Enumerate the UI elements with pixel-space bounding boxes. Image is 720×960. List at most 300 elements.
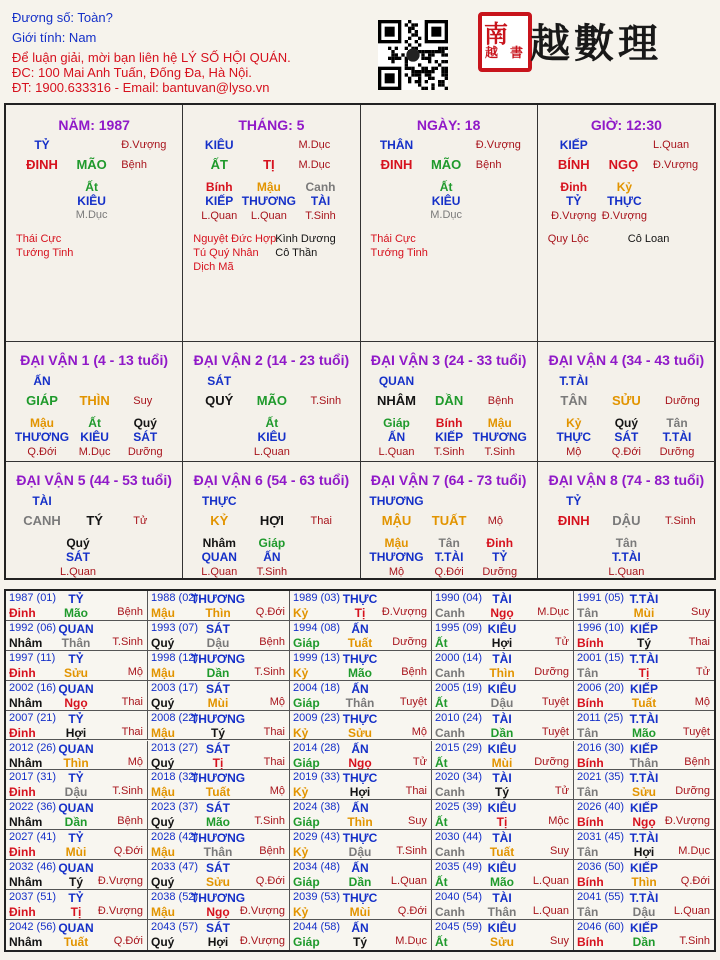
year-branch: Ngọ xyxy=(206,905,230,919)
year-label: 1990 (04) xyxy=(435,592,483,604)
dai-van-branch: THÌN xyxy=(79,393,110,408)
shensha-star: Nguyệt Đức Hợp xyxy=(193,233,277,245)
qr-code-icon[interactable] xyxy=(378,20,448,90)
year-stage: Tử xyxy=(554,635,569,648)
year-stem: Ất xyxy=(435,875,448,890)
year-cell[interactable] xyxy=(432,621,574,651)
year-cell[interactable] xyxy=(290,800,432,830)
year-stem: Canh xyxy=(435,606,465,620)
year-stage: Q.Đới xyxy=(680,875,710,888)
year-label: 2041 (55) xyxy=(577,891,625,903)
year-label: 2038 (52) xyxy=(151,891,199,903)
year-ten-god: KIÊU xyxy=(487,920,517,935)
year-cell[interactable] xyxy=(6,651,148,681)
year-cell[interactable] xyxy=(290,920,432,950)
year-stage: Đ.Vượng xyxy=(239,934,285,947)
pillar-stage-top: Đ.Vượng xyxy=(475,139,521,151)
year-ten-god: ẤN xyxy=(351,920,369,935)
year-branch: Thìn xyxy=(489,665,515,680)
dai-van-title: ĐẠI VẬN 8 (74 - 83 tuổi) xyxy=(548,472,705,488)
dai-van-hidden-god: T.TÀI xyxy=(612,550,641,564)
year-branch: Tuất xyxy=(347,635,373,650)
year-stem: Kỷ xyxy=(293,905,309,919)
year-cell[interactable] xyxy=(574,830,714,860)
year-ten-god: T.TÀI xyxy=(629,771,659,786)
year-cell[interactable] xyxy=(6,800,148,830)
dai-van-title: ĐẠI VẬN 4 (34 - 43 tuổi) xyxy=(548,352,705,368)
year-label: 2028 (42) xyxy=(151,831,199,844)
year-label: 2024 (38) xyxy=(293,801,341,814)
year-cell[interactable] xyxy=(432,681,574,711)
year-branch: Tý xyxy=(68,875,84,890)
year-cell[interactable] xyxy=(6,711,148,741)
year-stem: Mậu xyxy=(151,905,175,919)
year-stem: Giáp xyxy=(293,755,320,770)
pillar-stage: M.Dục xyxy=(298,159,331,171)
dai-van-ten-god: ẤN xyxy=(33,374,51,388)
dai-van-hidden-stem: Giáp xyxy=(383,416,410,430)
dai-van-hidden-stem: Đinh xyxy=(486,536,514,550)
year-branch: Hợi xyxy=(633,845,655,860)
dai-van-hidden-stage: Dưỡng xyxy=(659,446,695,458)
year-branch: Mão xyxy=(206,815,230,830)
hidden-stage: Đ.Vượng xyxy=(551,210,597,222)
year-branch: Dần xyxy=(632,934,656,949)
year-cell[interactable] xyxy=(148,681,290,711)
year-stage: Q.Đới xyxy=(255,606,285,618)
year-cell[interactable] xyxy=(574,890,714,920)
dai-van-title: ĐẠI VẬN 7 (64 - 73 tuổi) xyxy=(370,472,527,488)
year-label: 2007 (21) xyxy=(9,711,57,724)
pillar-stem: ẤT xyxy=(210,157,228,172)
year-cell[interactable] xyxy=(432,711,574,741)
year-stage: Tử xyxy=(695,665,710,678)
year-stage: Đ.Vượng xyxy=(664,815,710,828)
contact-phone-email[interactable]: ĐT: 1900.633316 - Email: bantuvan@lyso.vn xyxy=(12,80,270,95)
year-branch: Mùi xyxy=(491,755,513,770)
hidden-stage: L.Quan xyxy=(250,210,287,222)
year-ten-god: SÁT xyxy=(206,741,230,756)
pillar-stem: ĐINH xyxy=(380,157,413,172)
year-cell[interactable] xyxy=(6,860,148,890)
year-branch: Mùi xyxy=(633,606,655,620)
year-cell[interactable] xyxy=(574,591,714,621)
year-label: 2006 (20) xyxy=(577,681,625,694)
dai-van-stem: QUÝ xyxy=(205,393,234,408)
year-cell[interactable] xyxy=(290,860,432,890)
pillar-title: NGÀY: 18 xyxy=(416,117,481,133)
year-branch: Tị xyxy=(354,606,366,620)
hidden-ten-god: THƯƠNG xyxy=(241,194,296,208)
year-stem: Quý xyxy=(151,635,175,650)
seal-char-small-2: 越 xyxy=(485,46,499,61)
year-ten-god: TÀI xyxy=(492,711,512,726)
pillar-branch: MÃO xyxy=(430,157,462,172)
year-cell[interactable] xyxy=(290,770,432,800)
year-stage: Tuyệt xyxy=(541,725,569,738)
year-cell[interactable] xyxy=(6,681,148,711)
year-ten-god: ẤN xyxy=(351,861,369,876)
year-label: 2043 (57) xyxy=(151,920,199,933)
dai-van-hidden-stem: Ất xyxy=(88,416,101,430)
year-cell[interactable] xyxy=(432,920,574,950)
year-ten-god: THƯƠNG xyxy=(190,711,246,726)
year-stem: Mậu xyxy=(151,665,175,680)
contact-address: ĐC: 100 Mai Anh Tuấn, Đống Đa, Hà Nội. xyxy=(12,65,252,80)
dai-van-hidden-god: THƯƠNG xyxy=(472,430,527,444)
year-ten-god: T.TÀI xyxy=(629,891,659,905)
dai-van-ten-god: THƯƠNG xyxy=(369,494,424,508)
year-stage: Bệnh xyxy=(401,665,427,678)
pillar-hidden-item: Ất xyxy=(439,180,453,194)
year-stage: Mộ xyxy=(269,785,285,798)
year-cell[interactable] xyxy=(6,920,148,950)
year-label: 2033 (47) xyxy=(151,861,199,874)
year-cell[interactable] xyxy=(148,591,290,621)
year-cell[interactable] xyxy=(574,770,714,800)
subject-name: Đương số: Toàn? xyxy=(12,10,113,25)
year-stem: Kỷ xyxy=(293,845,309,860)
pillar-title: THÁNG: 5 xyxy=(238,117,305,133)
year-cell[interactable] xyxy=(290,890,432,920)
year-stem: Kỷ xyxy=(293,725,309,740)
year-ten-god: THỰC xyxy=(342,831,378,846)
year-ten-god: KIẾP xyxy=(629,801,659,816)
year-stem: Tân xyxy=(577,665,599,680)
shensha-star: Dịch Mã xyxy=(193,261,234,273)
year-branch: Sửu xyxy=(631,785,657,800)
year-stage: T.Sinh xyxy=(396,845,427,858)
year-ten-god: QUAN xyxy=(58,681,94,696)
year-ten-god: QUAN xyxy=(58,621,94,636)
year-stem: Giáp xyxy=(293,815,320,830)
year-ten-god: THỰC xyxy=(342,711,378,726)
hidden-ten-god: THỰC xyxy=(607,194,642,208)
year-stem: Tân xyxy=(577,785,599,800)
year-cell[interactable] xyxy=(432,830,574,860)
year-stage: Suy xyxy=(408,815,427,828)
pillar-branch: TỊ xyxy=(263,157,275,172)
year-cell[interactable] xyxy=(148,890,290,920)
year-ten-god: T.TÀI xyxy=(629,831,659,846)
year-cell[interactable] xyxy=(6,770,148,800)
year-branch: Thân xyxy=(61,635,91,650)
dai-van-cell xyxy=(183,342,360,462)
year-label: 2040 (54) xyxy=(435,891,483,903)
year-label: 2026 (40) xyxy=(577,801,625,814)
year-cell[interactable] xyxy=(290,741,432,771)
year-label: 2031 (45) xyxy=(577,831,625,844)
shensha-star: Quy Lộc xyxy=(547,233,589,245)
hidden-stage: T.Sinh xyxy=(305,210,336,222)
pillars-grid xyxy=(4,103,716,580)
year-stem: Quý xyxy=(151,934,175,949)
year-label: 2023 (37) xyxy=(151,801,199,814)
dai-van-branch: TÝ xyxy=(86,513,103,528)
shensha-star: Thái Cực xyxy=(16,233,62,245)
year-cell[interactable] xyxy=(432,770,574,800)
year-stage: Thai xyxy=(121,725,143,738)
year-branch: Ngọ xyxy=(490,606,514,620)
year-stem: Ất xyxy=(435,695,448,710)
year-cell[interactable] xyxy=(6,830,148,860)
year-stage: Q.Đới xyxy=(255,875,285,888)
year-stage: Suy xyxy=(550,934,569,947)
seal-char: 南 xyxy=(484,19,508,48)
year-label: 2029 (43) xyxy=(293,831,341,844)
dai-van-cell xyxy=(183,462,360,578)
dai-van-hidden-god: ẤN xyxy=(263,550,281,564)
year-stage: Bệnh xyxy=(684,755,710,768)
dai-van-branch: HỢI xyxy=(259,513,284,528)
year-ten-god: TÀI xyxy=(492,771,512,786)
year-cell[interactable] xyxy=(290,711,432,741)
year-label: 2017 (31) xyxy=(9,771,57,784)
year-stage: Tuyệt xyxy=(399,695,427,708)
year-cell[interactable] xyxy=(574,711,714,741)
year-ten-god: THƯƠNG xyxy=(190,831,246,846)
year-ten-god: THƯƠNG xyxy=(190,651,246,666)
year-branch: Tuất xyxy=(489,845,515,860)
year-label: 1993 (07) xyxy=(151,621,199,634)
year-label: 2000 (14) xyxy=(435,651,483,664)
year-stem: Giáp xyxy=(293,934,320,949)
year-cell[interactable] xyxy=(574,800,714,830)
year-stem: Quý xyxy=(151,815,175,830)
year-cell[interactable] xyxy=(148,920,290,950)
year-label: 1999 (13) xyxy=(293,651,341,664)
year-label: 2042 (56) xyxy=(9,920,57,933)
dai-van-stem: GIÁP xyxy=(26,393,58,408)
year-cell[interactable] xyxy=(148,830,290,860)
dai-van-hidden-stage: Mộ xyxy=(566,446,582,458)
year-cell[interactable] xyxy=(574,621,714,651)
year-stem: Tân xyxy=(577,905,599,919)
year-cell[interactable] xyxy=(148,741,290,771)
dai-van-cell xyxy=(361,462,538,578)
year-cell[interactable] xyxy=(432,651,574,681)
year-cell[interactable] xyxy=(574,651,714,681)
year-cell[interactable] xyxy=(148,770,290,800)
shensha-star: Kình Dương xyxy=(275,233,336,245)
year-stage: Tuyệt xyxy=(682,725,710,738)
year-stage: Thai xyxy=(121,695,143,708)
year-stage: Bệnh xyxy=(117,606,143,618)
year-stage: Đ.Vượng xyxy=(239,905,285,917)
dai-van-cell xyxy=(538,342,715,462)
year-stage: Dưỡng xyxy=(534,755,569,768)
year-branch: Hợi xyxy=(207,934,229,949)
year-stage: L.Quan xyxy=(390,875,427,888)
hidden-stem: Đinh xyxy=(560,180,588,194)
dai-van-hidden-stage: T.Sinh xyxy=(256,566,288,578)
year-ten-god: THƯƠNG xyxy=(190,592,246,606)
dai-van-hidden-god: ẤN xyxy=(387,430,406,444)
year-cell[interactable] xyxy=(290,651,432,681)
pillar-ten-god: KIÊU xyxy=(204,138,234,152)
year-label: 2011 (25) xyxy=(577,711,624,724)
year-cell[interactable] xyxy=(148,621,290,651)
year-stage: Thai xyxy=(263,755,285,768)
dai-van-hidden-god: SÁT xyxy=(66,550,90,564)
year-branch: Sửu xyxy=(205,875,231,890)
year-stem: Đinh xyxy=(9,845,36,860)
dai-van-cell xyxy=(538,462,715,578)
hidden-stem: Mậu xyxy=(256,180,281,194)
year-label: 1995 (09) xyxy=(435,621,483,634)
year-stem: Bính xyxy=(577,755,604,770)
year-ten-god: KIẾP xyxy=(629,741,659,756)
dai-van-hidden-stem: Tân xyxy=(615,536,638,550)
year-stem: Đinh xyxy=(9,725,36,740)
year-stem: Giáp xyxy=(293,875,320,890)
year-stem: Bính xyxy=(577,635,604,650)
year-stem: Ất xyxy=(435,755,448,770)
dai-van-title: ĐẠI VẬN 5 (44 - 53 tuổi) xyxy=(16,472,172,488)
year-cell[interactable] xyxy=(432,800,574,830)
seal-char-small: 書 xyxy=(510,46,524,61)
year-branch: Mùi xyxy=(65,845,87,860)
year-ten-god: SÁT xyxy=(206,861,230,876)
year-cell[interactable] xyxy=(290,591,432,621)
pillar-stage-top: M.Dục xyxy=(298,139,331,151)
year-stem: Quý xyxy=(151,695,175,710)
year-stem: Canh xyxy=(435,785,465,800)
dai-van-hidden-stem: Kỷ xyxy=(566,416,582,430)
year-stem: Đinh xyxy=(9,606,36,620)
year-stage: T.Sinh xyxy=(112,785,143,798)
dai-van-stage: Bệnh xyxy=(487,395,514,407)
year-cell[interactable] xyxy=(432,741,574,771)
year-label: 2014 (28) xyxy=(293,741,341,754)
year-branch: Dậu xyxy=(64,785,88,800)
year-branch: Tuất xyxy=(205,785,231,800)
year-ten-god: KIẾP xyxy=(629,920,659,935)
dai-van-hidden-god: THỰC xyxy=(556,430,592,444)
year-stem: Ất xyxy=(435,815,448,830)
year-label: 2004 (18) xyxy=(293,681,341,694)
year-cell[interactable] xyxy=(6,591,148,621)
year-cell[interactable] xyxy=(432,890,574,920)
year-cell[interactable] xyxy=(6,890,148,920)
pillar-stage-top: L.Quan xyxy=(653,139,690,151)
year-ten-god: TỶ xyxy=(68,771,84,786)
year-cell[interactable] xyxy=(290,830,432,860)
year-branch: Thìn xyxy=(63,755,89,770)
dai-van-stage: T.Sinh xyxy=(310,395,342,407)
year-cell[interactable] xyxy=(432,860,574,890)
year-stage: Bệnh xyxy=(117,815,143,828)
year-stem: Tân xyxy=(577,845,599,860)
year-stage: Q.Đới xyxy=(113,845,143,858)
dai-van-hidden-stage: Dưỡng xyxy=(482,566,518,578)
year-ten-god: ẤN xyxy=(351,801,369,816)
year-stage: Mộ xyxy=(694,695,710,708)
dai-van-stage: Dưỡng xyxy=(665,395,700,407)
year-ten-god: TỶ xyxy=(68,592,84,606)
year-cell[interactable] xyxy=(148,860,290,890)
year-stem: Đinh xyxy=(9,665,36,680)
year-branch: Tý xyxy=(210,725,226,740)
year-stem: Kỷ xyxy=(293,665,309,680)
year-ten-god: KIẾP xyxy=(629,621,659,636)
year-stem: Ất xyxy=(435,934,448,949)
year-stage: M.Dục xyxy=(678,845,710,858)
dai-van-hidden-god: KIÊU xyxy=(257,430,287,444)
year-ten-god: KIÊU xyxy=(487,621,517,636)
year-cell[interactable] xyxy=(290,681,432,711)
year-ten-god: THỰC xyxy=(342,651,378,666)
year-label: 1996 (10) xyxy=(577,621,625,634)
year-stage: Dưỡng xyxy=(675,785,710,798)
year-label: 2009 (23) xyxy=(293,711,341,724)
year-label: 1989 (03) xyxy=(293,592,341,604)
pillar-stage: Bệnh xyxy=(121,159,147,171)
brand-title: 越數理 xyxy=(530,20,662,67)
year-cell[interactable] xyxy=(432,591,574,621)
year-branch: Hợi xyxy=(349,785,371,800)
year-stage: M.Dục xyxy=(395,934,427,947)
pillar-cell xyxy=(6,105,183,342)
year-stage: L.Quan xyxy=(532,875,569,888)
year-stem: Nhâm xyxy=(9,875,43,890)
year-branch: Dậu xyxy=(206,635,230,650)
year-cell[interactable] xyxy=(574,681,714,711)
year-cell[interactable] xyxy=(148,800,290,830)
year-ten-god: SÁT xyxy=(206,681,230,696)
dai-van-stem: ĐINH xyxy=(557,513,590,528)
year-branch: Thân xyxy=(345,695,375,710)
dai-van-hidden-stem: Mậu xyxy=(384,536,409,550)
year-label: 1998 (12) xyxy=(151,651,199,664)
year-branch: Tý xyxy=(636,635,652,650)
dai-van-hidden-stem: Mậu xyxy=(30,416,54,430)
year-cell[interactable] xyxy=(148,711,290,741)
year-label: 2003 (17) xyxy=(151,681,199,694)
dai-van-hidden-stage: Mộ xyxy=(388,566,405,578)
dai-van-ten-god: THỰC xyxy=(201,494,237,508)
year-label: 2018 (32) xyxy=(151,771,199,784)
year-cell[interactable] xyxy=(148,651,290,681)
year-branch: Sửu xyxy=(489,934,515,949)
year-cell[interactable] xyxy=(6,741,148,771)
year-stem: Tân xyxy=(577,725,599,740)
year-stage: Mộ xyxy=(127,755,143,768)
year-cell[interactable] xyxy=(574,741,714,771)
dai-van-hidden-stem: Quý xyxy=(133,416,157,430)
dai-van-hidden-stage: Q.Đới xyxy=(27,446,57,458)
year-stage: Tử xyxy=(412,755,427,768)
year-cell[interactable] xyxy=(6,621,148,651)
year-cell[interactable] xyxy=(574,860,714,890)
dai-van-hidden-stage: L.Quan xyxy=(608,566,645,578)
year-branch: Tý xyxy=(494,785,510,800)
year-stage: Suy xyxy=(691,606,710,618)
year-ten-god: T.TÀI xyxy=(629,651,659,666)
year-cell[interactable] xyxy=(290,621,432,651)
year-ten-god: QUAN xyxy=(58,801,94,816)
year-cell[interactable] xyxy=(574,920,714,950)
year-branch: Thân xyxy=(629,755,659,770)
year-stage: T.Sinh xyxy=(679,934,710,947)
dai-van-hidden-stem: Quý xyxy=(66,536,90,550)
dai-van-hidden-stage: L.Quan xyxy=(378,446,415,458)
dai-van-hidden-god: KIẾP xyxy=(435,430,464,444)
dai-van-stage: Tử xyxy=(133,515,148,527)
dai-van-hidden-stage: L.Quan xyxy=(201,566,238,578)
year-ten-god: TÀI xyxy=(492,592,512,606)
year-stem: Nhâm xyxy=(9,755,43,770)
